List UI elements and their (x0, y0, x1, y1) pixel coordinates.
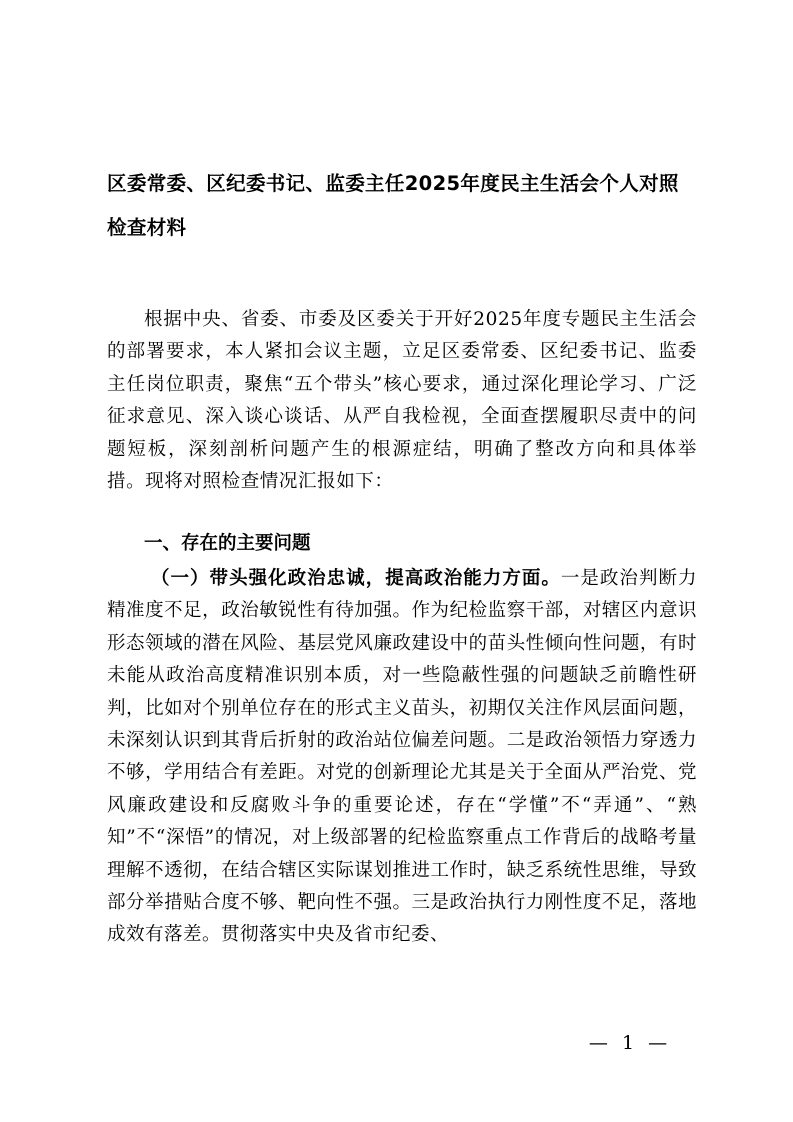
section-heading: 一、存在的主要问题 (144, 533, 311, 554)
intro-paragraph: 根据中央、省委、市委及区委关于开好2025年度专题民主生活会的部署要求，本人紧扣会议主题，立足区委常委、区纪委书记、监委主任岗位职责，聚焦“五个带头”核心要求，通过深化理论学习、广泛征求意见、深入谈心谈话、从严自我检视，全面查摆履职尽责中的问题短板，深刻剖析问题产生的根源症结，明确了整改方向和具体举措。现将对照检查情况汇报如下： (107, 309, 697, 493)
subsection-text: 一是政治判断力精准度不足，政治敏锐性有待加强。作为纪检监察干部，对辖区内意识形态领域的潜在风险、基层党风廉政建设中的苗头性倾向性问题，有时未能从政治高度精准识别本质，对一些隐蔽性强的问题缺乏前瞻性研判，比如对个别单位存在的形式主义苗头，初期仅关注作风层面问题，未深刻认识到其背后折射的政治站位偏差问题。二是政治领悟力穿透力不够，学用结合有差距。对党的创新理论尤其是关于全面从严治党、党风廉政建设和反腐败斗争的重要论述，存在“学懂”不“弄通”、“熟知”不“深悟”的情况，对上级部署的纪检监察重点工作背后的战略考量理解不透彻，在结合辖区实际谋划推进工作时，缺乏系统性思维，导致部分举措贴合度不够、靶向性不强。三是政治执行力刚性度不足，落地成效有落差。贯彻落实中央及省市纪委、 (107, 568, 697, 946)
subsection-paragraph (107, 563, 697, 952)
document-title: 区委常委、区纪委书记、监委主任2025年度民主生活会个人对照检查材料 (107, 172, 679, 239)
page-number: — 1 — (588, 1032, 672, 1054)
subsection-lead: （一）带头强化政治忠诚，提高政治能力方面。 (151, 568, 561, 589)
